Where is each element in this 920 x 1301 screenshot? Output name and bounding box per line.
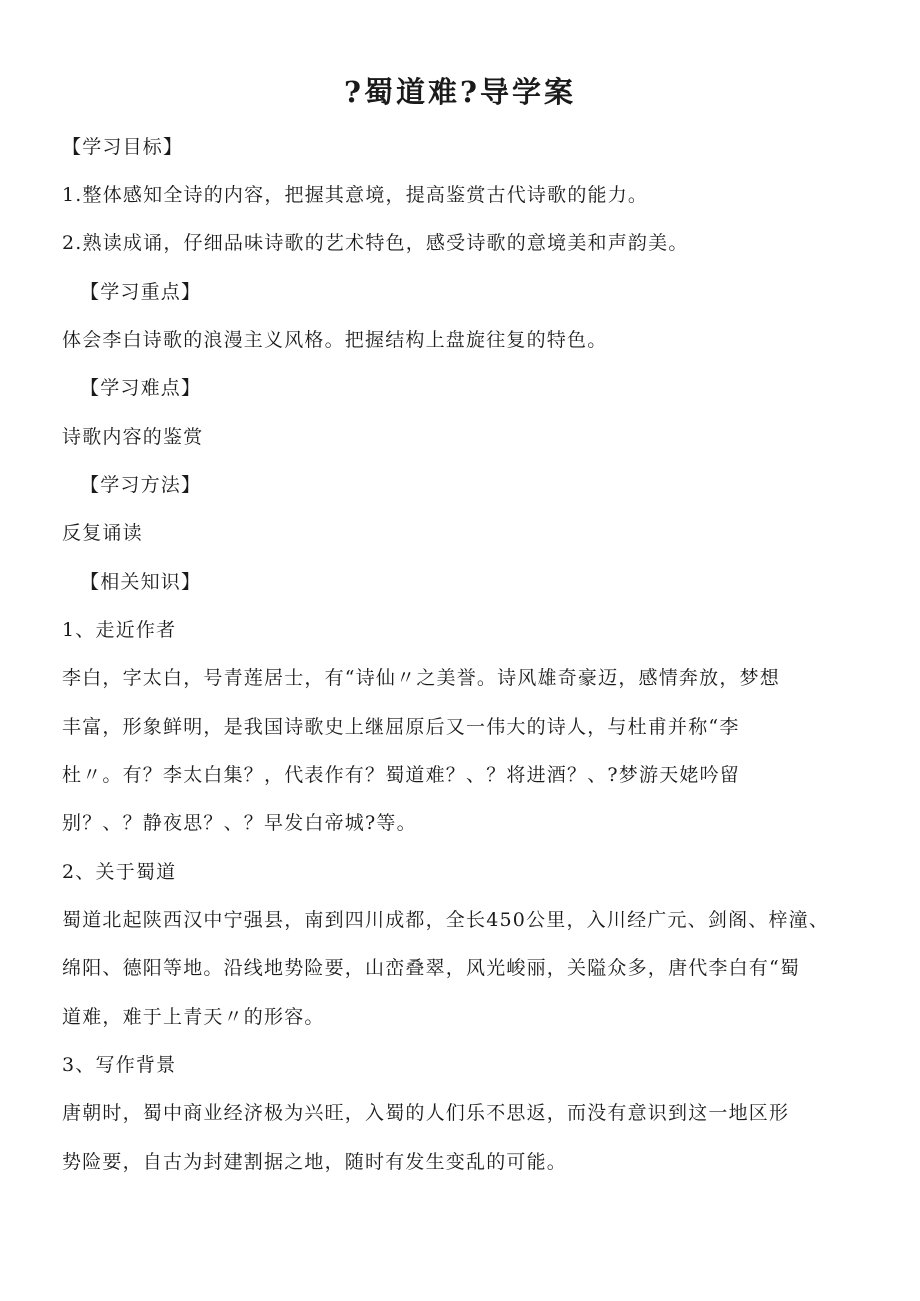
goal-1: 1.整体感知全诗的内容，把握其意境，提高鉴赏古代诗歌的能力。 [62, 184, 649, 206]
heading-learning-goals: 【学习目标】 [62, 136, 184, 158]
goal-2: 2.熟读成诵，仔细品味诗歌的艺术特色，感受诗歌的意境美和声韵美。 [62, 232, 689, 254]
shu-road-paragraph-line-1: 蜀道北起陕西汉中宁强县，南到四川成都，全长450公里，入川经广元、剑阁、梓潼、 [62, 909, 830, 931]
author-paragraph-line-4: 别？、？静夜思？、？早发白帝城?等。 [62, 812, 417, 834]
author-paragraph-line-1: 李白，字太白，号青莲居士，有“诗仙〃之美誉。诗风雄奇豪迈，感情奔放，梦想 [62, 667, 780, 689]
methods-text: 反复诵读 [62, 522, 143, 544]
heading-difficulties: 【学习难点】 [80, 377, 202, 399]
subheading-background: 3、写作背景 [62, 1054, 177, 1076]
difficulties-text: 诗歌内容的鉴赏 [62, 426, 204, 448]
subheading-author: 1、走近作者 [62, 619, 177, 641]
shu-road-paragraph-line-3: 道难，难于上青天〃的形容。 [62, 1006, 325, 1028]
background-paragraph-line-1: 唐朝时，蜀中商业经济极为兴旺，入蜀的人们乐不思返，而没有意识到这一地区形 [62, 1102, 790, 1124]
document-title: ?蜀道难?导学案 [344, 75, 576, 109]
key-points-text: 体会李白诗歌的浪漫主义风格。把握结构上盘旋往复的特色。 [62, 329, 608, 351]
heading-methods: 【学习方法】 [80, 474, 202, 496]
author-paragraph-line-2: 丰富，形象鲜明，是我国诗歌史上继屈原后又一伟大的诗人，与杜甫并称“李 [62, 716, 740, 738]
shu-road-paragraph-line-2: 绵阳、德阳等地。沿线地势险要，山峦叠翠，风光峻丽，关隘众多，唐代李白有“蜀 [62, 957, 801, 979]
author-paragraph-line-3: 杜〃。有？李太白集？，代表作有？蜀道难？、？将进酒？、?梦游天姥吟留 [62, 764, 740, 786]
subheading-shu-road: 2、关于蜀道 [62, 861, 177, 883]
heading-related-knowledge: 【相关知识】 [80, 571, 202, 593]
background-paragraph-line-2: 势险要，自古为封建割据之地，随时有发生变乱的可能。 [62, 1151, 568, 1173]
heading-key-points: 【学习重点】 [80, 281, 202, 303]
